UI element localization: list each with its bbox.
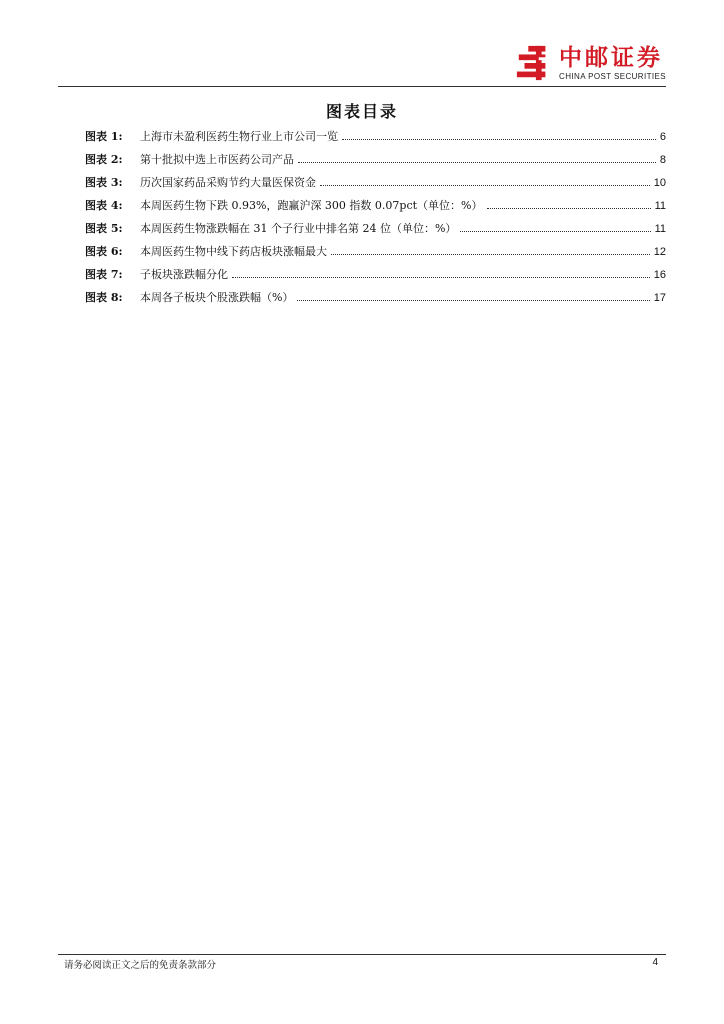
toc-entry-text: 本周各子板块个股涨跌幅（%） xyxy=(140,291,294,304)
toc-entry-label: 图表 5: xyxy=(85,222,123,235)
toc-entry[interactable] xyxy=(85,266,666,289)
toc-entry-text: 第十批拟中选上市医药公司产品 xyxy=(140,153,294,166)
toc-entry-page: 16 xyxy=(653,269,666,281)
toc-entry-label: 图表 6: xyxy=(85,245,123,258)
toc-dot-leader xyxy=(460,231,650,232)
toc-dot-leader xyxy=(487,208,651,209)
footer-disclaimer: 请务必阅读正文之后的免责条款部分 xyxy=(64,960,217,971)
page-number: 4 xyxy=(652,957,658,968)
toc-entry[interactable] xyxy=(85,220,666,243)
toc-dot-leader xyxy=(320,185,650,186)
toc-entry-label: 图表 4: xyxy=(85,199,123,212)
toc-entry[interactable] xyxy=(85,197,666,220)
toc-entry-page: 6 xyxy=(659,131,666,143)
logo-chinese-name: 中邮证券 xyxy=(559,44,664,71)
toc-entry-page: 10 xyxy=(653,177,666,189)
toc-dot-leader xyxy=(298,162,656,163)
toc-entry-label: 图表 8: xyxy=(85,291,123,304)
toc-dot-leader xyxy=(297,300,649,301)
toc-entry-label: 图表 1: xyxy=(85,130,123,143)
toc-title: 图表目录 xyxy=(325,102,398,121)
toc-entry-text: 本周医药生物中线下药店板块涨幅最大 xyxy=(140,245,327,258)
toc-dot-leader xyxy=(342,139,656,140)
toc-entry-page: 12 xyxy=(653,246,666,258)
toc-entry-label: 图表 7: xyxy=(85,268,123,281)
toc-entry[interactable] xyxy=(85,289,666,312)
footer-divider xyxy=(58,954,666,955)
toc-entry-text: 历次国家药品采购节约大量医保资金 xyxy=(140,176,316,189)
toc-entry-label: 图表 2: xyxy=(85,153,123,166)
toc-entry-page: 17 xyxy=(653,292,666,304)
toc-entry-text: 本周医药生物涨跌幅在 31 个子行业中排名第 24 位（单位：%） xyxy=(140,222,457,235)
company-logo xyxy=(515,44,666,82)
toc-entry-page: 11 xyxy=(654,200,666,212)
toc-entry[interactable] xyxy=(85,243,666,266)
toc-entry-text: 本周医药生物下跌 0.93%，跑赢沪深 300 指数 0.07pct（单位：%） xyxy=(140,199,483,212)
toc-entry-page: 11 xyxy=(654,223,666,235)
page-header xyxy=(0,0,724,90)
toc-dot-leader xyxy=(232,277,650,278)
toc-dot-leader xyxy=(331,254,650,255)
china-post-logo-icon xyxy=(515,44,553,82)
toc-entry[interactable] xyxy=(85,151,666,174)
toc-entry[interactable] xyxy=(85,174,666,197)
header-divider xyxy=(58,86,666,87)
logo-english-name: CHINA POST SECURITIES xyxy=(559,71,666,81)
toc-entry-text: 子板块涨跌幅分化 xyxy=(140,268,228,281)
toc-entry-text: 上海市未盈利医药生物行业上市公司一览 xyxy=(140,130,338,143)
figure-toc-list xyxy=(85,128,666,312)
toc-entry[interactable] xyxy=(85,128,666,151)
toc-entry-label: 图表 3: xyxy=(85,176,123,189)
toc-entry-page: 8 xyxy=(659,154,666,166)
